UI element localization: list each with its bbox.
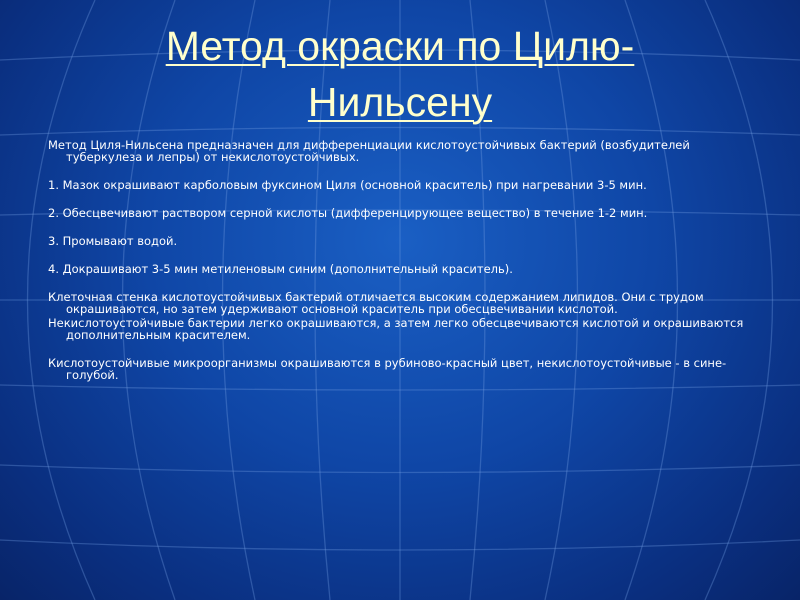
step-4: 4. Докрашивают 3-5 мин метиленовым синим (дополнительный краситель). [48, 262, 513, 276]
step-2: 2. Обесцвечивают раствором серной кислоты (дифференцирующее вещество) в течение 1-2 мин. [48, 206, 648, 220]
paragraph-intro: Метод Циля-Нильсена предназначен для дифференциации кислотоустойчивых бактерий (возбудителей туберкулеза и лепры) от некислотоустойчивых. [48, 138, 690, 164]
paragraph-colors-result: Кислотоустойчивые микроорганизмы окрашиваются в рубиново-красный цвет, некислотоустойчивые - в сине-голубой. [48, 356, 727, 382]
step-1: 1. Мазок окрашивают карболовым фуксином Циля (основной краситель) при нагревании 3-5 мин. [48, 178, 647, 192]
slide-title [60, 18, 740, 130]
paragraph-non-acid-fast: Некислотоустойчивые бактерии легко окрашиваются, а затем легко обесцвечиваются кислотой и окрашиваются дополнительным красителем. [48, 316, 744, 342]
slide-title-line-1: Метод окраски по Цилю- [165, 23, 635, 69]
paragraph-acid-fast: Клеточная стенка кислотоустойчивых бактерий отличается высоким содержанием липидов. Они с трудом окрашиваются, но затем удерживают основной краситель при обесцвечивании кислотой. [48, 290, 704, 316]
slide-body [48, 139, 768, 381]
step-3: 3. Промывают водой. [48, 234, 178, 248]
slide-title-line-2: Нильсену [307, 79, 493, 125]
